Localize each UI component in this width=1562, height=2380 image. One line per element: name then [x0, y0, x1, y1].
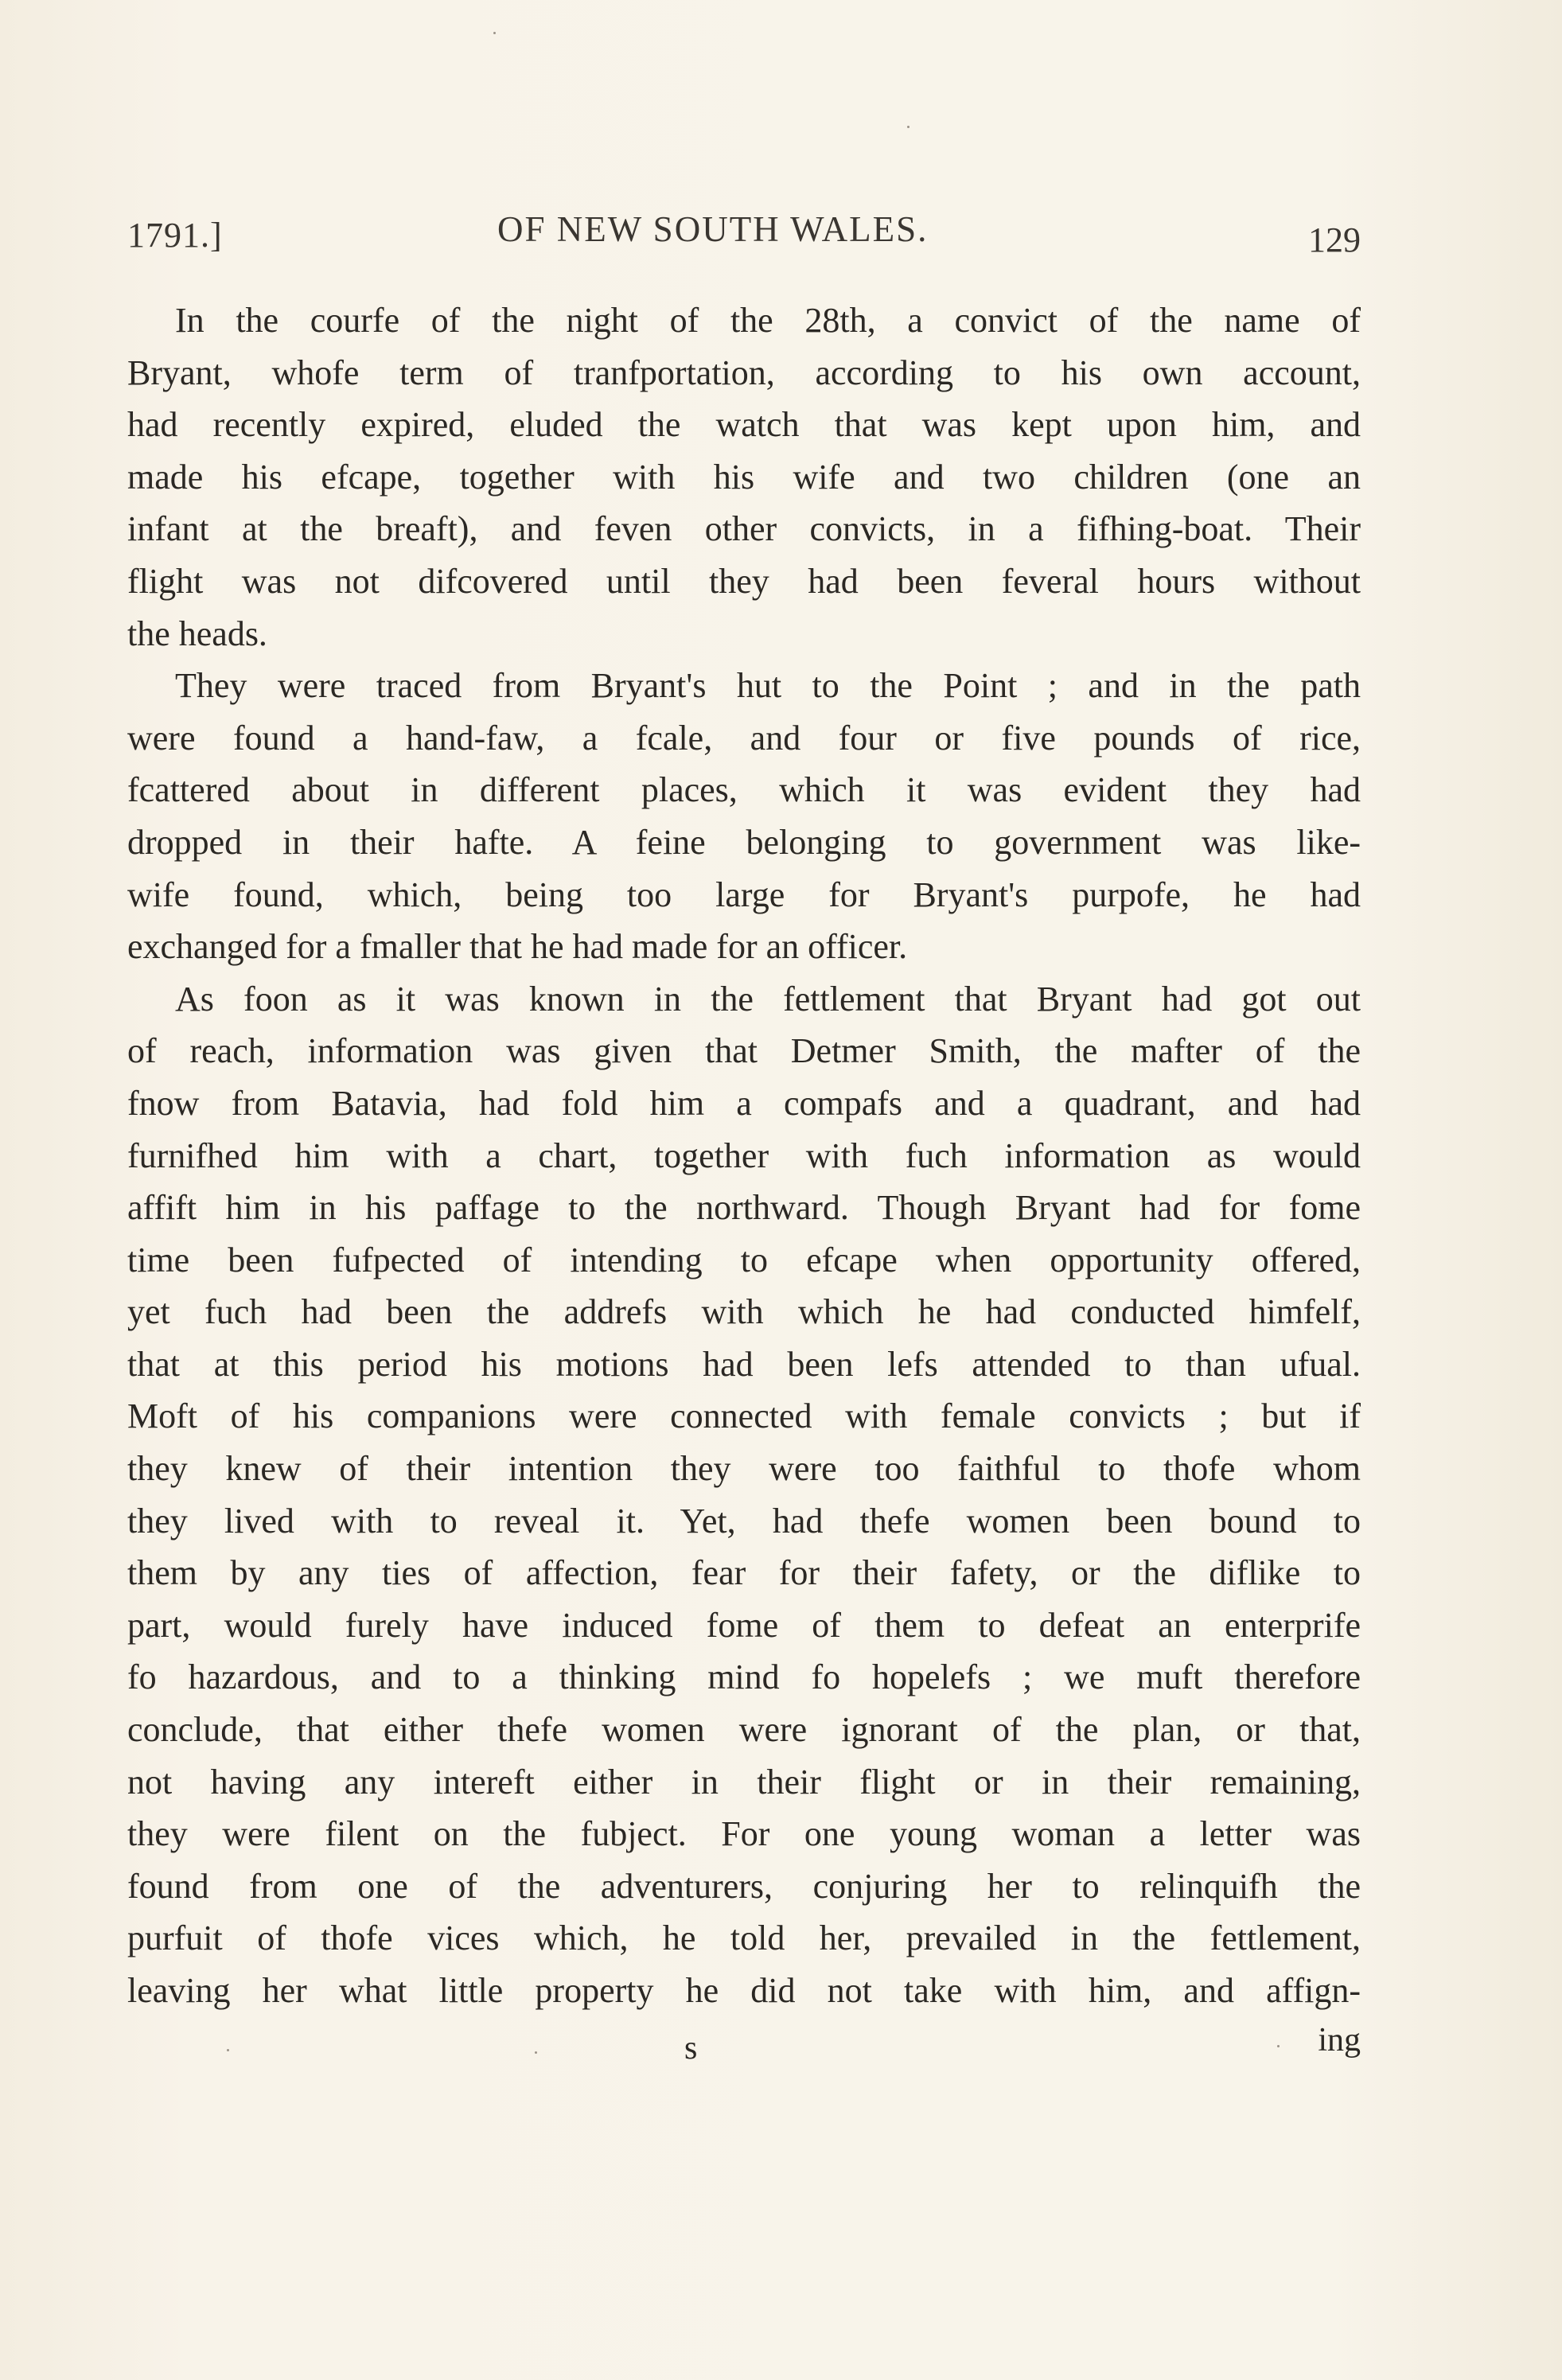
- text-line: Bryant, whofe term of tranfportation, according to his own account,: [127, 353, 1361, 392]
- text-line: they were filent on the fubject. For one young woman a letter was: [127, 1814, 1361, 1854]
- header-year: 1791.]: [127, 216, 223, 255]
- header-title: OF NEW SOUTH WALES.: [497, 209, 929, 249]
- text-line: part, would furely have induced fome of them to defeat an enterprife: [127, 1605, 1361, 1645]
- text-line: Moft of his companions were connected with female convicts ; but if: [127, 1396, 1361, 1436]
- text-line: the heads.: [127, 614, 267, 653]
- text-line: made his efcape, together with his wife and two children (one an: [127, 457, 1361, 497]
- paper-speck: [493, 32, 496, 34]
- text-line: had recently expired, eluded the watch that was kept upon him, and: [127, 405, 1361, 445]
- text-line: infant at the breaft), and feven other convicts, in a fifhing-boat. Their: [127, 509, 1361, 549]
- paper-speck: [227, 2049, 229, 2051]
- text-line: of reach, information was given that Detmer Smith, the mafter of the: [127, 1031, 1361, 1071]
- text-line: exchanged for a fmaller that he had made for an officer.: [127, 927, 908, 967]
- text-line: them by any ties of affection, fear for their fafety, or the diflike to: [127, 1553, 1361, 1593]
- text-line: conclude, that either thefe women were ignorant of the plan, or that,: [127, 1710, 1361, 1750]
- text-line: furnifhed him with a chart, together with fuch information as would: [127, 1135, 1361, 1175]
- page-number: 129: [1308, 220, 1361, 259]
- text-line: time been fufpected of intending to efcape when opportunity offered,: [127, 1240, 1361, 1280]
- text-line: affift him in his paffage to the northward. Though Bryant had for fome: [127, 1188, 1361, 1228]
- text-line: As foon as it was known in the fettlement that Bryant had got out: [175, 979, 1361, 1019]
- paper-speck: [1277, 2045, 1280, 2047]
- body-text: [127, 294, 1361, 2017]
- text-line: purfuit of thofe vices which, he told her, prevailed in the fettlement,: [127, 1918, 1361, 1958]
- running-header: [127, 208, 1361, 272]
- paper-speck: [535, 2051, 537, 2054]
- text-line: fcattered about in different places, which it was evident they had: [127, 770, 1361, 810]
- text-line: wife found, which, being too large for Bryant's purpofe, he had: [127, 874, 1361, 914]
- text-line: found from one of the adventurers, conjuring her to relinquifh the: [127, 1866, 1361, 1906]
- text-line: they lived with to reveal it. Yet, had thefe women been bound to: [127, 1501, 1361, 1541]
- text-line: dropped in their hafte. A feine belonging to government was like-: [127, 822, 1361, 862]
- text-line: fo hazardous, and to a thinking mind fo hopelefs ; we muft therefore: [127, 1657, 1361, 1697]
- text-line: flight was not difcovered until they had been feveral hours without: [127, 561, 1361, 601]
- signature-mark: s: [684, 2030, 698, 2066]
- text-line: not having any intereft either in their flight or in their remaining,: [127, 1762, 1361, 1802]
- text-line: yet fuch had been the addrefs with which he had conducted himfelf,: [127, 1292, 1361, 1332]
- text-line: fnow from Batavia, had fold him a compafs and a quadrant, and had: [127, 1083, 1361, 1123]
- page-footer: [127, 2021, 1361, 2077]
- text-line: that at this period his motions had been lefs attended to than ufual.: [127, 1344, 1361, 1384]
- text-line: they knew of their intention they were too faithful to thofe whom: [127, 1449, 1361, 1489]
- paper-speck: [907, 126, 910, 128]
- text-line: were found a hand-faw, a fcale, and four or five pounds of rice,: [127, 718, 1361, 758]
- text-line: leaving her what little property he did not take with him, and affign-: [127, 1971, 1361, 2010]
- text-line: In the courfe of the night of the 28th, a convict of the name of: [175, 301, 1361, 340]
- text-line: They were traced from Bryant's hut to the Point ; and in the path: [175, 666, 1361, 706]
- catchword: ing: [1318, 2022, 1361, 2059]
